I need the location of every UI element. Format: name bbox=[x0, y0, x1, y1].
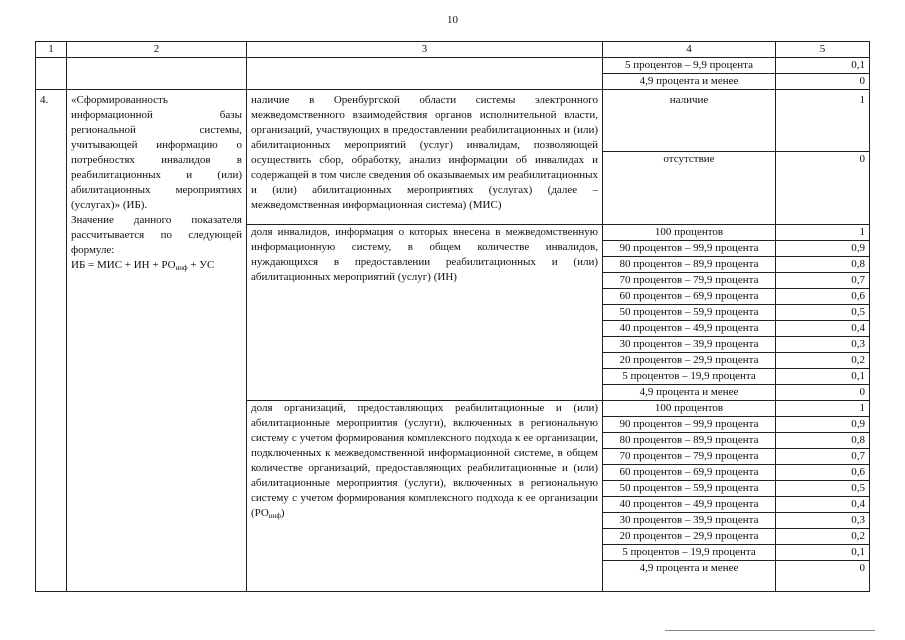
header-cell: 1 bbox=[36, 42, 67, 58]
range-cell: 100 процентов bbox=[603, 401, 776, 417]
score-cell: 1 bbox=[776, 225, 870, 241]
score-cell: 1 bbox=[776, 401, 870, 417]
score-cell: 0,3 bbox=[776, 337, 870, 353]
score-cell: 0,6 bbox=[776, 289, 870, 305]
score-cell: 0,5 bbox=[776, 305, 870, 321]
range-cell: 4,9 процента и менее bbox=[603, 561, 776, 592]
score-cell: 0,6 bbox=[776, 465, 870, 481]
range-cell: 50 процентов – 59,9 процента bbox=[603, 305, 776, 321]
score-cell: 0,1 bbox=[776, 58, 870, 74]
page-edge-line bbox=[665, 630, 875, 631]
range-cell: 30 процентов – 39,9 процента bbox=[603, 337, 776, 353]
score-cell: 0,4 bbox=[776, 497, 870, 513]
empty-cell bbox=[36, 58, 67, 90]
score-cell: 0,1 bbox=[776, 369, 870, 385]
range-cell: 40 процентов – 49,9 процента bbox=[603, 497, 776, 513]
range-cell: 4,9 процента и менее bbox=[603, 385, 776, 401]
score-cell: 0,4 bbox=[776, 321, 870, 337]
header-cell: 4 bbox=[603, 42, 776, 58]
criterion-mis: наличие в Оренбургской области системы электронного межведомственного взаимодействия органов исполнительной власти, организаций, участвующих в предоставлении реабилитационных и (или) абилитационных мероприятий (услуг) инвалидам, позволяющей осуществить сбор, обработку, анализ информации об инвалидах и содержащей в том числе сведения об оказываемых им реабилитационных и (или) абилитационных мероприятиях (услугах) (далее – межведомственная информационная система) (МИС) bbox=[247, 90, 603, 225]
header-cell: 2 bbox=[67, 42, 247, 58]
empty-cell bbox=[247, 58, 603, 90]
score-cell: 0,9 bbox=[776, 241, 870, 257]
table-row bbox=[36, 58, 870, 74]
range-cell: 20 процентов – 29,9 процента bbox=[603, 353, 776, 369]
range-cell: 60 процентов – 69,9 процента bbox=[603, 465, 776, 481]
description-text: «Сформированность информационной базы региональной системы, учитывающей информацию о потребностях инвалидов в реабилитационных и (или) абилитационных мероприятиях (услугах)» (ИБ). bbox=[71, 94, 242, 211]
score-cell: 0,3 bbox=[776, 513, 870, 529]
range-cell: 90 процентов – 99,9 процента bbox=[603, 241, 776, 257]
range-cell: 70 процентов – 79,9 процента bbox=[603, 449, 776, 465]
criterion-in: доля инвалидов, информация о которых внесена в межведомственную информационную систему, в общем количестве инвалидов, нуждающихся в предоставлении реабилитационных и (или) абилитационных мероприятий (услуг) (ИН) bbox=[247, 225, 603, 401]
range-cell: 70 процентов – 79,9 процента bbox=[603, 273, 776, 289]
score-cell: 0 bbox=[776, 74, 870, 90]
header-cell: 5 bbox=[776, 42, 870, 58]
criterion-ro: доля организаций, предоставляющих реабилитационные и (или) абилитационные мероприятия (услуги), включенных в региональную систему с учетом формирования комплексного подхода к ее организации, подключенных к межведомственной информационной системе, в общем количестве организаций, предоставляющих реабилитационные и (или) абилитационные мероприятия (услуги), включенных в региональную систему с учетом формирования комплексного подхода к ее организации $(РО_{инф})$ bbox=[247, 401, 603, 592]
indicator-table bbox=[35, 41, 870, 592]
score-cell: 0 bbox=[776, 152, 870, 225]
score-cell: 0,1 bbox=[776, 545, 870, 561]
range-cell: 60 процентов – 69,9 процента bbox=[603, 289, 776, 305]
score-cell: 0,8 bbox=[776, 257, 870, 273]
formula: ИБ = МИС + ИН + $РО_{инф}$ + УС bbox=[71, 259, 215, 272]
range-cell: 5 процентов – 19,9 процента bbox=[603, 369, 776, 385]
score-cell: 1 bbox=[776, 90, 870, 152]
score-cell: 0,2 bbox=[776, 529, 870, 545]
range-cell: 5 процентов – 9,9 процента bbox=[603, 58, 776, 74]
score-cell: 0,7 bbox=[776, 273, 870, 289]
score-cell: 0,8 bbox=[776, 433, 870, 449]
item-description bbox=[67, 90, 247, 592]
range-cell: 100 процентов bbox=[603, 225, 776, 241]
page-number: 10 bbox=[447, 14, 458, 26]
range-cell: 40 процентов – 49,9 процента bbox=[603, 321, 776, 337]
range-cell: 5 процентов – 19,9 процента bbox=[603, 545, 776, 561]
item-number: 4. bbox=[36, 90, 67, 592]
range-cell: наличие bbox=[603, 90, 776, 152]
range-cell: 80 процентов – 89,9 процента bbox=[603, 433, 776, 449]
formula-intro: Значение данного показателя рассчитывается по следующей формуле: bbox=[71, 214, 242, 256]
range-cell: отсутствие bbox=[603, 152, 776, 225]
range-cell: 50 процентов – 59,9 процента bbox=[603, 481, 776, 497]
score-cell: 0,9 bbox=[776, 417, 870, 433]
empty-cell bbox=[67, 58, 247, 90]
score-cell: 0 bbox=[776, 561, 870, 592]
range-cell: 80 процентов – 89,9 процента bbox=[603, 257, 776, 273]
range-cell: 4,9 процента и менее bbox=[603, 74, 776, 90]
header-cell: 3 bbox=[247, 42, 603, 58]
range-cell: 90 процентов – 99,9 процента bbox=[603, 417, 776, 433]
score-cell: 0 bbox=[776, 385, 870, 401]
score-cell: 0,7 bbox=[776, 449, 870, 465]
range-cell: 20 процентов – 29,9 процента bbox=[603, 529, 776, 545]
header-row bbox=[36, 42, 870, 58]
range-cell: 30 процентов – 39,9 процента bbox=[603, 513, 776, 529]
score-cell: 0,5 bbox=[776, 481, 870, 497]
score-cell: 0,2 bbox=[776, 353, 870, 369]
table-row bbox=[36, 90, 870, 152]
